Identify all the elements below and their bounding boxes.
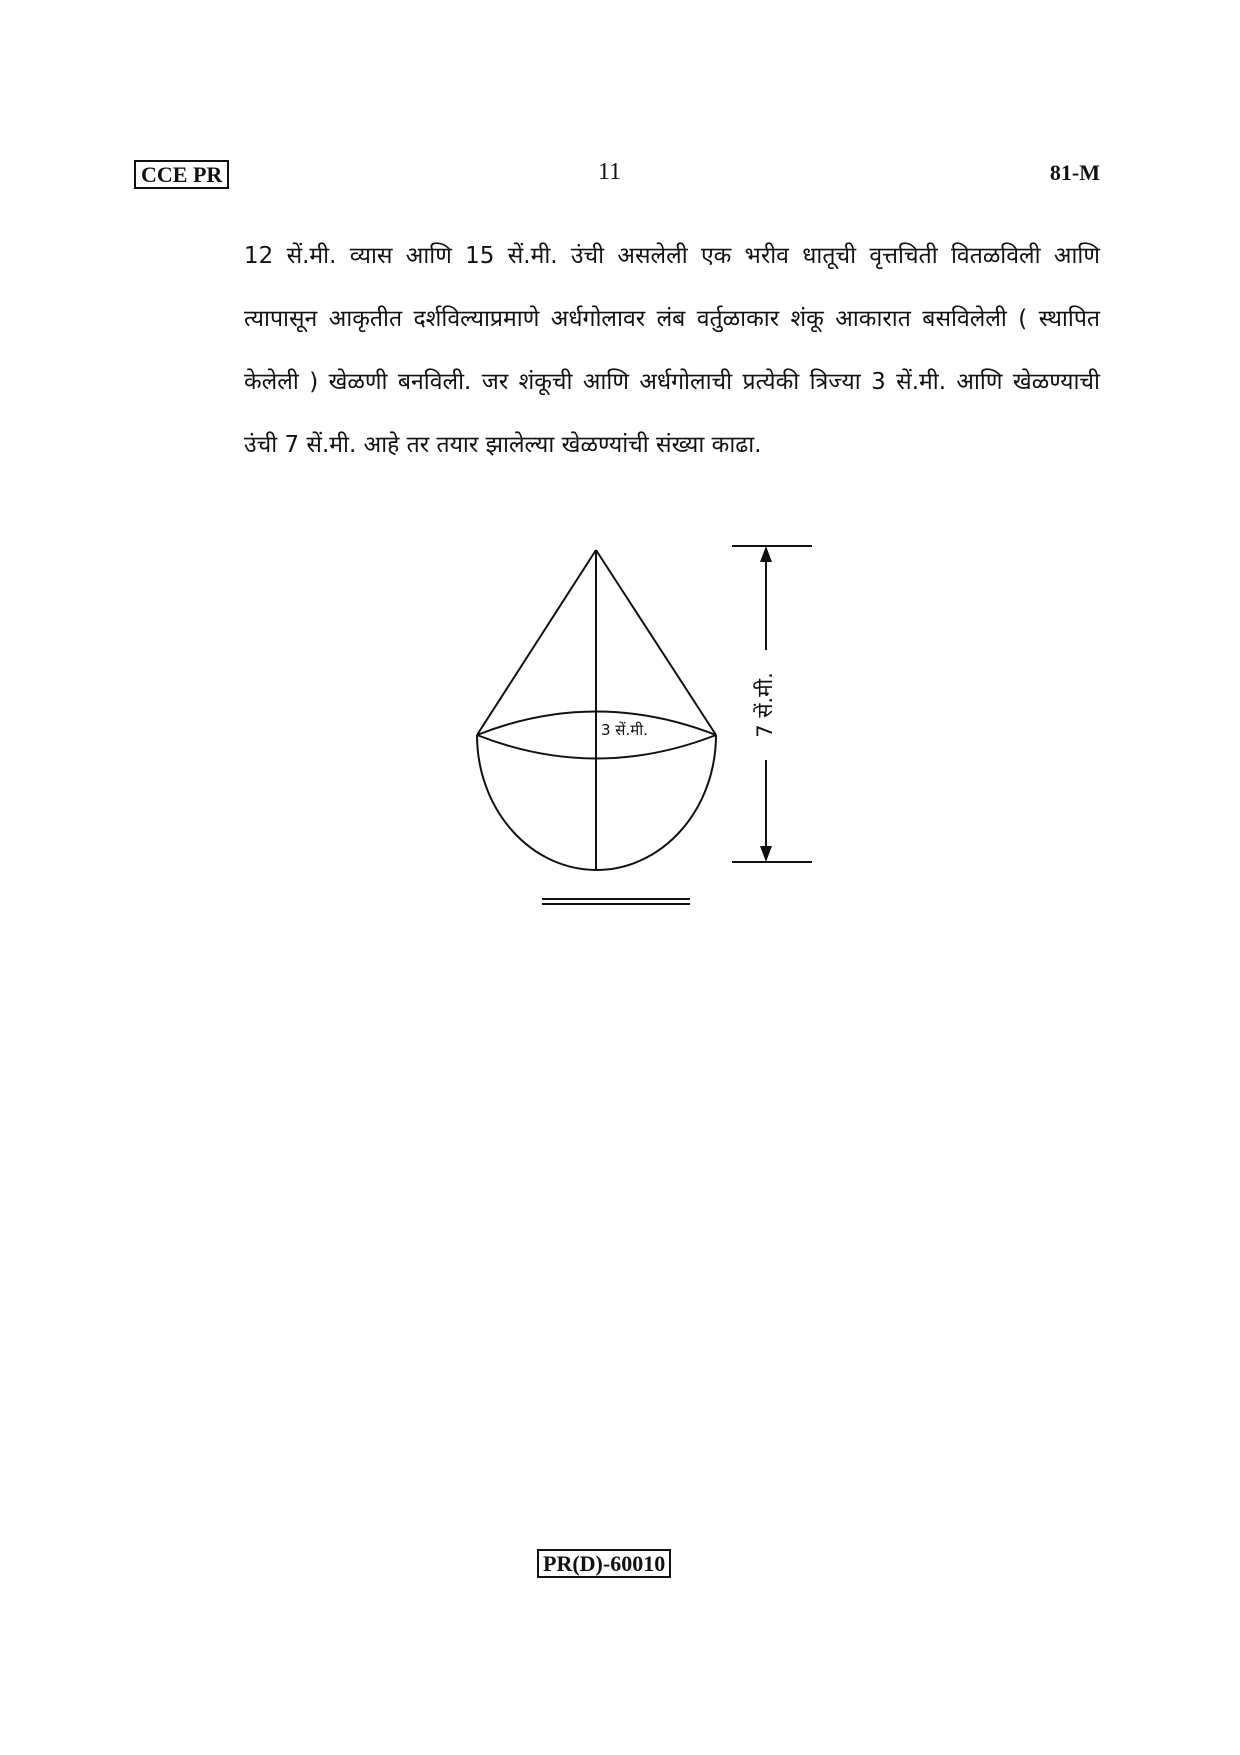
arrow-down-icon	[760, 846, 772, 862]
radius-label: 3 सें.मी.	[601, 721, 648, 739]
cone-left-edge	[477, 550, 596, 735]
page-number: 11	[598, 159, 622, 185]
figure-drawing	[460, 530, 840, 930]
cone-on-hemisphere-figure	[460, 530, 840, 934]
header-code-box: CCE PR	[134, 160, 229, 189]
footer-code-box: PR(D)-60010	[537, 1549, 671, 1578]
question-text: 12 सें.मी. व्यास आणि 15 सें.मी. उंची असलेली एक भरीव धातूची वृत्तचिती वितळविली आणि त्यापासून आकृतीत दर्शविल्याप्रमाणे अर्धगोलावर लंब वर्तुळाकार शंकू आकारात बसविलेली ( स्थापित केलेली ) खेळणी बनविली. जर शंकूची आणि अर्धगोलाची प्रत्येकी त्रिज्या 3 सें.मी. आणि खेळण्याची उंची 7 सें.मी. आहे तर तयार झालेल्या खेळण्यांची संख्या काढा.	[244, 243, 1100, 458]
height-label: 7 सें.मी.	[753, 672, 777, 738]
paper-code: 81-M	[1049, 160, 1100, 185]
cone-right-edge	[596, 550, 716, 735]
arrow-up-icon	[760, 546, 772, 562]
